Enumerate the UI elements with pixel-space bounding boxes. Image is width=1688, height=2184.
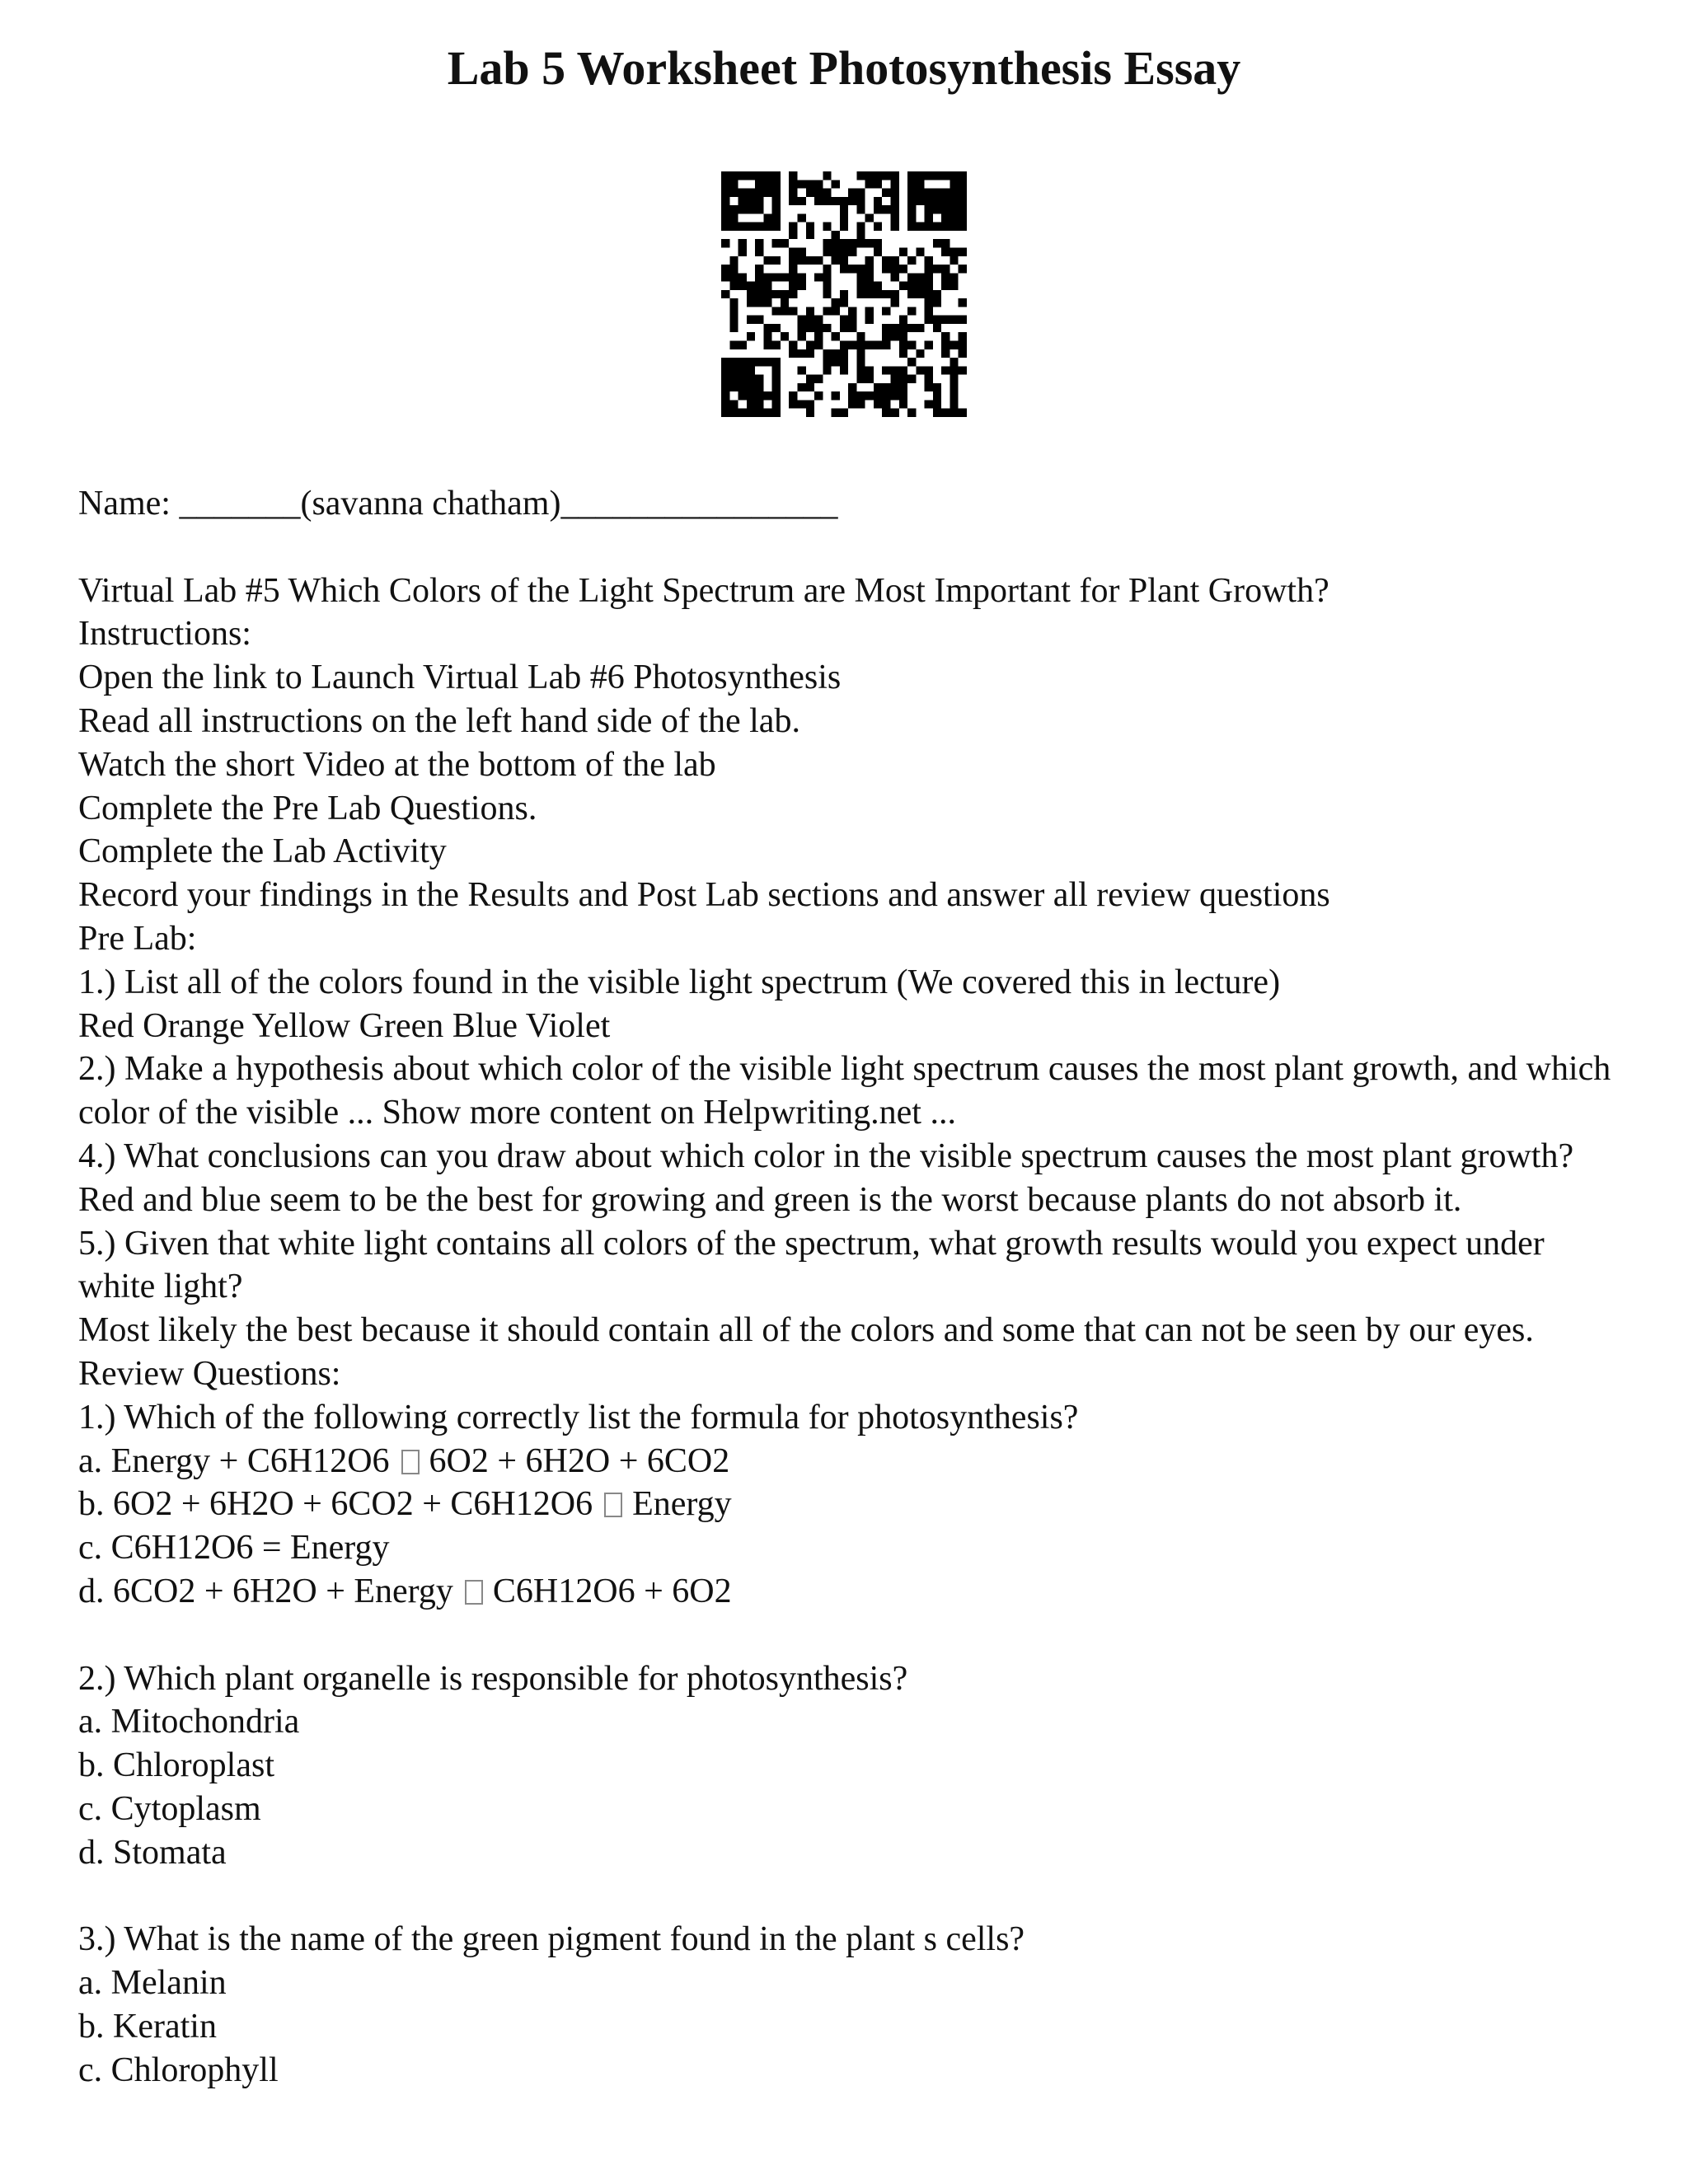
instruction-step: Read all instructions on the left hand side of the lab.	[78, 701, 800, 740]
qr-code-icon	[721, 171, 967, 417]
spacer	[78, 1614, 1628, 1657]
formula-left: a. Energy + C6H12O6	[78, 1441, 390, 1480]
formula-right: C6H12O6 + 6O2	[492, 1572, 732, 1610]
spacer	[78, 526, 1628, 569]
review-question-1: 1.) Which of the following correctly list the formula for photosynthesis?	[78, 1398, 1079, 1436]
instruction-step: Watch the short Video at the bottom of the lab	[78, 745, 716, 784]
pre-lab-question-5: 5.) Given that white light contains all colors of the spectrum, what growth results would you expect under white light?	[78, 1224, 1554, 1306]
instruction-step: Record your findings in the Results and Post Lab sections and answer all review questions	[78, 876, 1330, 915]
review-q1-option-b	[78, 1483, 1628, 1526]
worksheet-body	[78, 482, 1628, 2092]
formula-right: 6O2 + 6H2O + 6CO2	[429, 1441, 730, 1480]
review-q1-option-d	[78, 1570, 1628, 1614]
formula-right: Energy	[632, 1485, 732, 1524]
instruction-step: Open the link to Launch Virtual Lab #6 Photosynthesis	[78, 658, 842, 697]
pre-lab-answer-4: Red and blue seem to be the best for growing and green is the worst because plants do not absorb it.	[78, 1180, 1462, 1219]
review-q3-option: c. Chlorophyll	[78, 2050, 279, 2089]
review-question-3: 3.) What is the name of the green pigment found in the plant s cells?	[78, 1920, 1025, 1959]
instructions-heading: Instructions:	[78, 615, 251, 654]
instruction-step: Complete the Pre Lab Questions.	[78, 789, 537, 827]
review-q2-option: c. Cytoplasm	[78, 1789, 261, 1828]
missing-arrow-icon	[604, 1493, 622, 1517]
lab-title: Virtual Lab #5 Which Colors of the Light Spectrum are Most Important for Plant Growth?	[78, 571, 1329, 610]
pre-lab-answer-1: Red Orange Yellow Green Blue Violet	[78, 1006, 611, 1045]
student-name-line: Name: _______(savanna chatham)________________	[78, 485, 838, 523]
instruction-step: Complete the Lab Activity	[78, 832, 447, 871]
review-q1-option-a	[78, 1440, 1628, 1483]
spacer	[78, 1875, 1628, 1919]
formula-left: d. 6CO2 + 6H2O + Energy	[78, 1572, 453, 1610]
review-question-2: 2.) Which plant organelle is responsible for photosynthesis?	[78, 1659, 908, 1698]
pre-lab-question-1: 1.) List all of the colors found in the visible light spectrum (We covered this in lecture)	[78, 963, 1281, 1001]
review-q2-option: d. Stomata	[78, 1833, 227, 1872]
missing-arrow-icon	[465, 1580, 483, 1605]
review-q2-option: a. Mitochondria	[78, 1703, 300, 1741]
formula-left: b. 6O2 + 6H2O + 6CO2 + C6H12O6	[78, 1485, 593, 1524]
review-q2-option: b. Chloroplast	[78, 1746, 274, 1785]
pre-lab-heading: Pre Lab:	[78, 919, 197, 958]
review-q3-option: a. Melanin	[78, 1964, 227, 2003]
review-q1-option-c: c. C6H12O6 = Energy	[78, 1529, 390, 1568]
page-title: Lab 5 Worksheet Photosynthesis Essay	[447, 41, 1241, 95]
review-q3-option: b. Keratin	[78, 2007, 217, 2046]
pre-lab-question-2: 2.) Make a hypothesis about which color of the visible light spectrum causes the most plant growth, and which color of the visible ... Show more content on Helpwriting.net ...	[78, 1050, 1620, 1132]
pre-lab-question-4: 4.) What conclusions can you draw about which color in the visible spectrum causes the most plant growth?	[78, 1137, 1574, 1175]
pre-lab-answer-5: Most likely the best because it should contain all of the colors and some that can not be seen by our eyes.	[78, 1311, 1534, 1350]
missing-arrow-icon	[401, 1450, 420, 1474]
review-heading: Review Questions:	[78, 1354, 341, 1393]
